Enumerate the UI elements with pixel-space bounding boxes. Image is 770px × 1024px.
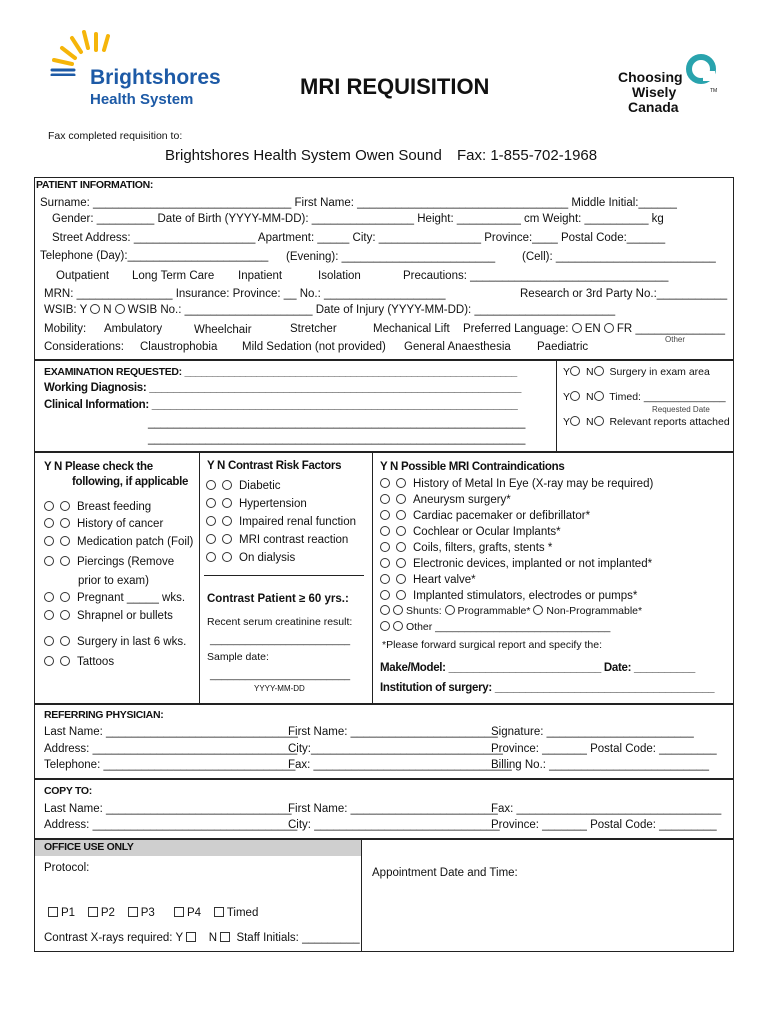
protocol-label: Protocol:: [44, 862, 90, 874]
yes-radio[interactable]: [380, 494, 390, 504]
no-radio[interactable]: [396, 558, 406, 568]
fax-number: Fax: 1-855-702-1968: [457, 147, 598, 164]
no-radio[interactable]: [60, 536, 70, 546]
ref-city[interactable]: City:______________________________: [288, 743, 503, 755]
logo-line1: Brightshores: [90, 66, 221, 89]
p2-label: P2: [100, 907, 115, 919]
ref-signature[interactable]: Signature: _______________________: [491, 726, 694, 738]
ref-first-name[interactable]: First Name: _______________________: [288, 726, 498, 738]
checklist-label: Heart valve*: [413, 574, 476, 586]
shunts-row: [380, 605, 642, 618]
checklist-item: [44, 655, 114, 669]
sample-date-field[interactable]: ________________________: [210, 669, 351, 681]
checklist-label: Piercings (Remove: [77, 556, 175, 568]
protocol-options: [48, 906, 258, 920]
other-language-field[interactable]: ______________: [635, 323, 725, 335]
ref-address[interactable]: Address: ________________________________: [44, 743, 298, 755]
no-radio[interactable]: [60, 501, 70, 511]
logo-line2: Health System: [90, 91, 194, 108]
p3-checkbox[interactable]: [128, 907, 138, 917]
wsib-no-radio[interactable]: [115, 304, 125, 314]
yyyy-caption: YYYY-MM-DD: [254, 684, 305, 693]
timed-row: [563, 391, 726, 404]
cw-ring-icon: [684, 52, 718, 86]
cw-line2: Wisely: [632, 84, 677, 100]
fr-radio[interactable]: [604, 323, 614, 333]
exam-requested-field[interactable]: EXAMINATION REQUESTED: ____________________________________________________________: [44, 366, 517, 378]
en-label: EN: [584, 323, 601, 335]
yes-radio[interactable]: [44, 536, 54, 546]
wsib-n-label: N: [103, 304, 112, 316]
checklist-label: prior to exam): [78, 575, 149, 587]
yes-radio[interactable]: [380, 574, 390, 584]
yes-radio[interactable]: [44, 636, 54, 646]
yes-radio[interactable]: [44, 656, 54, 666]
ambulatory-option[interactable]: Ambulatory: [104, 323, 163, 335]
checklist-label: MRI contrast reaction: [239, 534, 349, 546]
brightshores-logo: [48, 28, 221, 113]
checklist-label: Hypertension: [239, 498, 307, 510]
inpatient-option[interactable]: Inpatient: [238, 270, 283, 282]
clinical-info-field[interactable]: Clinical Information: ____________________________________________________________: [44, 399, 518, 411]
telephone-cell[interactable]: (Cell): _________________________: [522, 251, 716, 263]
institution-field[interactable]: Institution of surgery: ____________________________________: [380, 682, 715, 694]
copyto-header: COPY TO:: [44, 785, 92, 797]
col1-head2: following, if applicable: [72, 476, 189, 488]
p1-label: P1: [61, 907, 76, 919]
checklist-item: [380, 525, 561, 539]
no-radio[interactable]: [60, 610, 70, 620]
checklist-item: [206, 533, 348, 547]
col3-head: Y N Possible MRI Contraindications: [380, 461, 565, 473]
fax-to-label: Fax completed requisition to:: [48, 130, 183, 142]
timed-n[interactable]: [594, 391, 604, 401]
research-field[interactable]: Research or 3rd Party No.:___________: [520, 288, 728, 300]
claustrophobia-option[interactable]: Claustrophobia: [140, 341, 218, 353]
copy-first-name[interactable]: First Name: _______________________: [288, 803, 498, 815]
n-label: N: [585, 391, 594, 403]
no-radio[interactable]: [222, 552, 232, 562]
checklist-item: [206, 551, 295, 565]
hospital-name: Brightshores Health System Owen Sound: [165, 147, 442, 164]
referring-header: REFERRING PHYSICIAN:: [44, 709, 164, 721]
yes-radio[interactable]: [380, 526, 390, 536]
yes-radio[interactable]: [44, 501, 54, 511]
checklist-item: [380, 573, 476, 587]
sample-date-label: Sample date:: [207, 651, 269, 663]
yes-radio[interactable]: [206, 516, 216, 526]
yes-radio[interactable]: [380, 558, 390, 568]
surgery-area-label: Surgery in exam area: [609, 366, 710, 378]
copy-last-name[interactable]: Last Name: _____________________________: [44, 803, 292, 815]
make-model-field[interactable]: Make/Model: _________________________ Date: __________: [380, 662, 696, 674]
checklist-label: Diabetic: [239, 480, 281, 492]
ltc-option[interactable]: Long Term Care: [132, 270, 215, 282]
no-radio[interactable]: [60, 656, 70, 666]
no-radio[interactable]: [396, 510, 406, 520]
copy-city[interactable]: City: _____________________________: [288, 819, 500, 831]
surgery-area-n[interactable]: [594, 366, 604, 376]
y-label: Y: [563, 416, 571, 428]
no-radio[interactable]: [222, 498, 232, 508]
other-n[interactable]: [393, 621, 403, 631]
shunts-n[interactable]: [393, 605, 403, 615]
yes-radio[interactable]: [380, 510, 390, 520]
isolation-option[interactable]: Isolation: [318, 270, 361, 282]
y-label: Y: [563, 366, 571, 378]
creatinine-label: Recent serum creatinine result:: [207, 616, 353, 628]
p2-checkbox[interactable]: [88, 907, 98, 917]
checklist-item: [380, 541, 552, 555]
clinical-line-4[interactable]: ___________________________________________________________: [148, 433, 526, 445]
yes-radio[interactable]: [206, 534, 216, 544]
p1-checkbox[interactable]: [48, 907, 58, 917]
programmable-radio[interactable]: [445, 605, 455, 615]
checklist-label: Coils, filters, grafts, stents *: [413, 542, 553, 554]
no-radio[interactable]: [396, 590, 406, 600]
outpatient-option[interactable]: Outpatient: [56, 270, 110, 282]
col2-head: Y N Contrast Risk Factors: [207, 460, 342, 472]
checklist-label: Cardiac pacemaker or defibrillator*: [413, 510, 591, 522]
clinical-line-3[interactable]: ___________________________________________________________: [148, 417, 526, 429]
copy-address[interactable]: Address: ________________________________: [44, 819, 298, 831]
n-label: N: [585, 366, 594, 378]
yes-radio[interactable]: [206, 480, 216, 490]
wsib-no-field[interactable]: WSIB No.: ____________________ Date of Injury (YYYY-MM-DD): ______________________: [127, 304, 616, 316]
no-radio[interactable]: [60, 518, 70, 528]
paediatric-option[interactable]: Paediatric: [537, 341, 589, 353]
other-row: [380, 621, 610, 634]
checklist-item: [206, 497, 307, 511]
working-diagnosis-field[interactable]: Working Diagnosis: _____________________________________________________________: [44, 382, 522, 394]
n-label: N: [585, 416, 594, 428]
yes-radio[interactable]: [380, 478, 390, 488]
wsib-label: WSIB: Y: [44, 304, 88, 316]
mechlift-option[interactable]: Mechanical Lift: [373, 323, 450, 335]
cw-tm: TM: [710, 88, 718, 94]
copy-province[interactable]: Province: _______ Postal Code: _________: [491, 819, 717, 831]
p4-checkbox[interactable]: [174, 907, 184, 917]
col1-head: Y N Please check the: [44, 461, 153, 473]
contrast-y-checkbox[interactable]: [186, 932, 196, 942]
checklist-item: [44, 517, 163, 531]
other-y[interactable]: [380, 621, 390, 631]
surgery-area-row: [563, 366, 710, 379]
contrast-n-label: N: [208, 932, 218, 944]
checklist-label: History of cancer: [77, 518, 164, 530]
telephone-day[interactable]: Telephone (Day):______________________: [40, 250, 269, 262]
contrast-n-checkbox[interactable]: [220, 932, 230, 942]
checklist-item: [44, 609, 173, 623]
y-label: Y: [563, 391, 571, 403]
checklist-label: Aneurysm surgery*: [413, 494, 511, 506]
timed-y[interactable]: [570, 391, 580, 401]
contrast-xray-row: [44, 931, 360, 945]
ref-province[interactable]: Province: _______ Postal Code: _________: [491, 743, 717, 755]
checklist-label: History of Metal In Eye (X-ray may be required): [413, 478, 654, 490]
creatinine-field[interactable]: ________________________: [210, 634, 351, 646]
checklist-item: [44, 555, 174, 569]
no-radio[interactable]: [396, 478, 406, 488]
relevant-n[interactable]: [594, 416, 604, 426]
timed-field[interactable]: Timed: ______________: [609, 391, 726, 403]
gender-row[interactable]: Gender: _________ Date of Birth (YYYY-MM-DD): ________________ Height: __________ cm Weight: __________ kg: [52, 213, 664, 225]
surgery-area-y[interactable]: [570, 366, 580, 376]
relevant-label: Relevant reports attached: [609, 416, 730, 428]
checklist-label: Implanted stimulators, electrodes or pumps*: [413, 590, 638, 602]
ref-fax[interactable]: Fax: _______________________________: [288, 759, 512, 771]
relevant-y[interactable]: [570, 416, 580, 426]
checklist-item: [44, 500, 151, 514]
wheelchair-option[interactable]: Wheelchair: [194, 324, 252, 336]
no-radio[interactable]: [396, 574, 406, 584]
no-radio[interactable]: [60, 592, 70, 602]
checklist-label: Impaired renal function: [239, 516, 356, 528]
checklist-label: Pregnant _____ wks.: [77, 592, 186, 604]
yes-radio[interactable]: [44, 556, 54, 566]
preferred-language: [463, 322, 725, 336]
appointment-label: Appointment Date and Time:: [372, 867, 518, 879]
p4-label: P4: [186, 907, 202, 919]
checklist-item: [380, 477, 653, 491]
page-title: MRI REQUISITION: [300, 74, 490, 99]
no-radio[interactable]: [396, 526, 406, 536]
nonprog-radio[interactable]: [533, 605, 543, 615]
mobility-label: Mobility:: [44, 323, 87, 335]
ref-telephone[interactable]: Telephone: ______________________________: [44, 759, 296, 771]
no-radio[interactable]: [222, 534, 232, 544]
ref-billing[interactable]: Billing No.: _________________________: [491, 759, 710, 771]
no-radio[interactable]: [222, 480, 232, 490]
checklist-label: Breast feeding: [77, 501, 152, 513]
checklist-item: [206, 479, 281, 493]
wsib-row: [44, 303, 615, 317]
no-radio[interactable]: [60, 556, 70, 566]
shunts-y[interactable]: [380, 605, 390, 615]
checklist-item: [380, 493, 511, 507]
yes-radio[interactable]: [44, 518, 54, 528]
checklist-label: Tattoos: [77, 656, 115, 668]
checklist-label: Medication patch (Foil): [77, 536, 194, 548]
timed-checkbox[interactable]: [214, 907, 224, 917]
en-radio[interactable]: [572, 323, 582, 333]
checklist-item: [44, 635, 186, 649]
forward-note: *Please forward surgical report and specify the:: [382, 639, 603, 651]
wsib-yes-radio[interactable]: [90, 304, 100, 314]
checklist-label: On dialysis: [239, 552, 296, 564]
contrast-patient-label: Contrast Patient ≥ 60 yrs.:: [207, 593, 349, 605]
copy-fax[interactable]: Fax: ________________________________: [491, 803, 722, 815]
preflang-label: Preferred Language:: [463, 323, 569, 335]
no-radio[interactable]: [60, 636, 70, 646]
requested-date-caption: Requested Date: [652, 405, 710, 414]
shunts-label: Shunts:: [406, 605, 442, 617]
cw-line3: Canada: [628, 99, 679, 115]
choosing-wisely-logo: [614, 52, 724, 118]
surname-row[interactable]: Surname: _______________________________ First Name: _________________________________ Middle Initial:______: [40, 197, 677, 209]
timed-label: Timed: [226, 907, 259, 919]
yes-radio[interactable]: [206, 498, 216, 508]
patient-info-header: PATIENT INFORMATION:: [36, 179, 154, 191]
checklist-item: [44, 535, 193, 549]
yes-radio[interactable]: [380, 590, 390, 600]
checklist-label: Cochlear or Ocular Implants*: [413, 526, 561, 538]
yes-radio[interactable]: [380, 542, 390, 552]
cw-line1: Choosing: [618, 69, 683, 85]
checklist-item: [44, 591, 185, 605]
mild-sedation-option[interactable]: Mild Sedation (not provided): [242, 341, 386, 353]
other-caption: Other: [665, 335, 686, 344]
relevant-row: [563, 416, 730, 429]
precautions-field[interactable]: Precautions: _______________________________: [403, 270, 669, 282]
street-row[interactable]: Street Address: ___________________ Apartment: _____ City: ________________ Province:____ Postal Code:______: [52, 232, 666, 244]
yes-radio[interactable]: [44, 592, 54, 602]
telephone-evening[interactable]: (Evening): ________________________: [286, 251, 496, 263]
fr-label: FR: [616, 323, 633, 335]
ref-last-name[interactable]: Last Name: ______________________________: [44, 726, 298, 738]
checklist-label: Shrapnel or bullets: [77, 610, 173, 622]
stretcher-option[interactable]: Stretcher: [290, 323, 337, 335]
checklist-item: [380, 589, 637, 603]
checklist-label: Electronic devices, implanted or not implanted*: [413, 558, 653, 570]
no-radio[interactable]: [396, 494, 406, 504]
p3-label: P3: [140, 907, 155, 919]
checklist-label: Surgery in last 6 wks.: [77, 636, 187, 648]
checklist-item: [380, 509, 590, 523]
other-field[interactable]: Other ______________________________: [406, 621, 611, 633]
staff-initials-field[interactable]: Staff Initials: _________: [236, 932, 360, 944]
nonprog-label: Non-Programmable*: [546, 605, 643, 617]
office-header: OFFICE USE ONLY: [44, 841, 134, 853]
considerations-label: Considerations:: [44, 341, 124, 353]
contrast-xray-label: Contrast X-rays required: Y: [44, 932, 183, 944]
no-radio[interactable]: [222, 516, 232, 526]
yes-radio[interactable]: [206, 552, 216, 562]
checklist-item: [380, 557, 652, 571]
programmable-label: Programmable*: [457, 605, 531, 617]
no-radio[interactable]: [396, 542, 406, 552]
yes-radio[interactable]: [44, 610, 54, 620]
checklist-item: [44, 574, 149, 588]
mrn-row[interactable]: MRN: _______________ Insurance: Province: __ No.: ___________________: [44, 288, 446, 300]
ga-option[interactable]: General Anaesthesia: [404, 341, 511, 353]
checklist-item: [206, 515, 356, 529]
